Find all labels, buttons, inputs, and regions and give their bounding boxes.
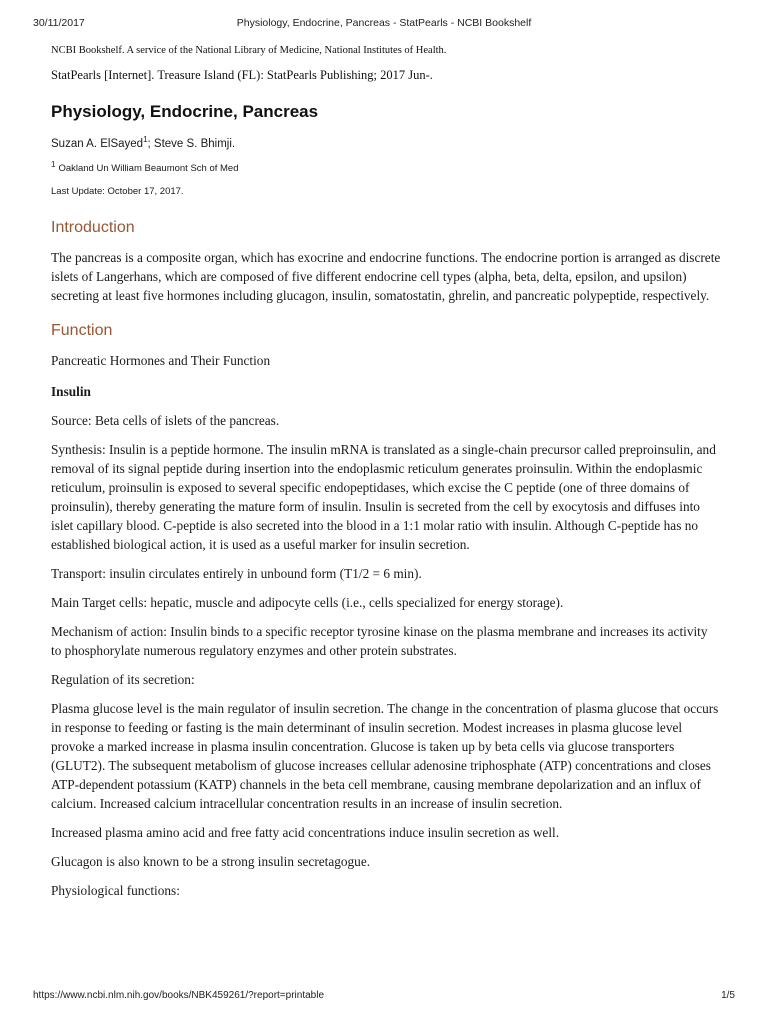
print-document-title: Physiology, Endocrine, Pancreas - StatPearls - NCBI Bookshelf (236, 17, 532, 29)
affiliation-marker: 1 (51, 159, 56, 169)
print-url: https://www.ncbi.nlm.nih.gov/books/NBK459261/?report=printable (33, 990, 325, 1001)
insulin-source: Source: Beta cells of islets of the pancreas. (51, 412, 280, 428)
last-update: Last Update: October 17, 2017. (51, 185, 184, 197)
author-affiliation-marker: 1 (143, 135, 148, 144)
physiological-functions-label: Physiological functions: (51, 882, 180, 898)
section-heading-introduction: Introduction (51, 218, 135, 236)
page-number: 1/5 (721, 990, 735, 1001)
insulin-target-cells: Main Target cells: hepatic, muscle and adipocyte cells (i.e., cells specialized for energy storage). (51, 594, 564, 610)
citation: StatPearls [Internet]. Treasure Island (FL): StatPearls Publishing; 2017 Jun-. (51, 68, 433, 82)
insulin-heading: Insulin (51, 383, 91, 399)
print-header (0, 0, 768, 40)
hormones-subtitle: Pancreatic Hormones and Their Function (51, 352, 271, 368)
affiliation-text: Oakland Un William Beaumont Sch of Med (58, 162, 239, 174)
amino-acid-paragraph: Increased plasma amino acid and free fatty acid concentrations induce insulin secretion as well. (51, 824, 560, 840)
author-separator: ; Steve S. Bhimji. (147, 137, 236, 150)
article-title: Physiology, Endocrine, Pancreas (51, 102, 319, 121)
author-list (51, 132, 721, 152)
author-link[interactable]: Suzan A. ElSayed (51, 137, 144, 150)
introduction-paragraph: The pancreas is a composite organ, which has exocrine and endocrine functions. The endocrine portion is arranged as discrete islets of Langerhans, which are composed of five different endocrine cell types (alpha, beta, delta, epsilon, and upsilon) secreting at least five hormones including glucagon, insulin, somatostatin, ghrelin, and pancreatic polypeptide, respectively. (51, 249, 721, 303)
regulation-label: Regulation of its secretion: (51, 671, 195, 687)
affiliation (51, 158, 721, 175)
insulin-mechanism: Mechanism of action: Insulin binds to a specific receptor tyrosine kinase on the plasma membrane and increases its activity to phosphorylate numerous regulatory enzymes and other protein substrates. (51, 623, 708, 658)
glucagon-paragraph: Glucagon is also known to be a strong insulin secretagogue. (51, 853, 371, 869)
print-footer (0, 990, 768, 1006)
regulation-paragraph: Plasma glucose level is the main regulator of insulin secretion. The change in the concentration of plasma glucose that occurs in response to feeding or fasting is the main determinant of insulin secretion. Modest increases in plasma glucose level provoke a marked increase in plasma insulin concentration. Glucose is taken up by beta cells via glucose transporters (GLUT2). The subsequent metabolism of glucose increases cellular adenosine triphosphate (ATP) concentrations and closes ATP-dependent potassium (KATP) channels in the beta cell membrane, causing membrane depolarization and an influx of calcium. Increased calcium intracellular concentration results in an increase of insulin secretion. (51, 700, 719, 811)
section-heading-function: Function (51, 321, 113, 339)
bookshelf-notice: NCBI Bookshelf. A service of the National Library of Medicine, National Institutes of Health. (51, 45, 447, 56)
print-date: 30/11/2017 (33, 17, 85, 29)
insulin-transport: Transport: insulin circulates entirely in unbound form (T1/2 = 6 min). (51, 565, 422, 581)
article-content (51, 44, 721, 900)
insulin-synthesis: Synthesis: Insulin is a peptide hormone. The insulin mRNA is translated as a single-chain precursor called preproinsulin, and removal of its signal peptide during insertion into the endoplasmic reticulum generates proinsulin. Within the endoplasmic reticulum, proinsulin is exposed to several specific endopeptidases, which excise the C peptide (one of three domains of proinsulin), thereby generating the mature form of insulin. Insulin is secreted from the cell by exocytosis and diffuses into islet capillary blood. C-peptide is also secreted into the blood in a 1:1 molar ratio with insulin. Although C-peptide has no established biological action, it is used as a useful marker for insulin secretion. (51, 441, 716, 552)
